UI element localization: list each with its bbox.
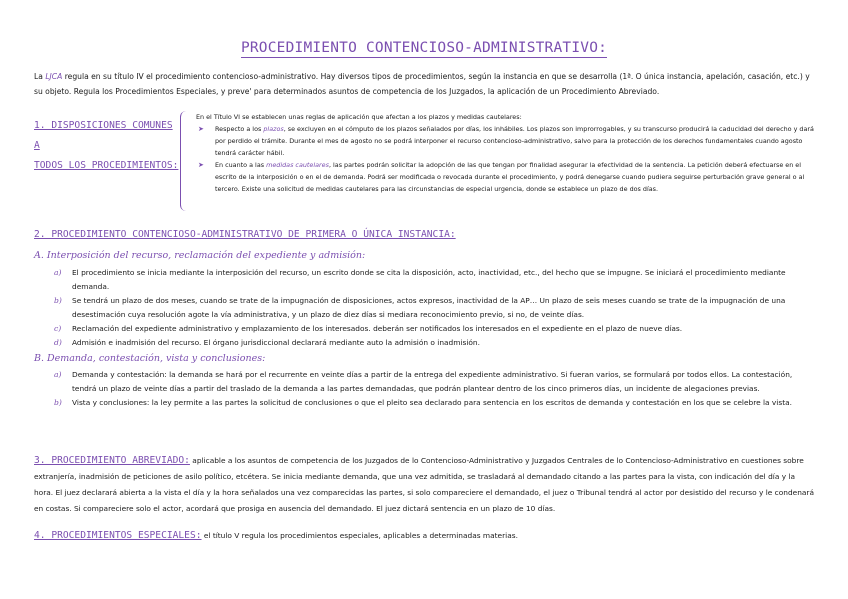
section2-heading: 2. PROCEDIMIENTO CONTENCIOSO-ADMINISTRATIVO DE PRIMERA O ÚNICA INSTANCIA:	[34, 229, 456, 240]
list-item	[196, 159, 816, 195]
subsection-a-heading: A. Interposición del recurso, reclamación del expediente y admisión:	[34, 250, 366, 261]
list-marker: c)	[54, 324, 62, 333]
arrow-bullet-icon: ➤	[198, 125, 204, 133]
list-marker: d)	[54, 338, 62, 347]
section1-lead: En el Título VI se establecen unas reglas de aplicación que afectan a los plazos y medidas cautelares:	[196, 113, 522, 121]
list-item-text: El procedimiento se inicia mediante la interposición del recurso, un escrito donde se cita la disposición, acto, inactividad, etc., del hecho que se impugne. Se iniciará el procedimiento mediante demanda.	[72, 268, 786, 291]
section1-heading-line1: 1. DISPOSICIONES COMUNES A	[34, 120, 173, 151]
section1-heading-line2: TODOS LOS PROCEDIMIENTOS:	[34, 160, 179, 171]
item1-pre: Respecto a los	[215, 125, 264, 133]
item2-text: , las partes podrán solicitar la adopción de las que tengan por finalidad asegurar la efectividad de la sentencia. La petición deberá efectuarse en el escrito de la interposición o en el de demanda. Podrá ser modificada o revocada durante el procedimiento, y podrá denegarse cuando pudiera seguirse perturbación grave general o al tercero. Existe una solicitud de medidas cautelares para las circunstancias de especial urgencia, donde se establece un plazo de dos días.	[215, 161, 805, 193]
page-title	[0, 40, 848, 56]
section1-body	[196, 111, 816, 195]
list-marker: a)	[54, 370, 62, 379]
list-item-text: Se tendrá un plazo de dos meses, cuando se trate de la impugnación de disposiciones, actos expresos, inactividad de la AP… Un plazo de seis meses cuando se trate de la impugnación de una desestimación cuya resolución agote la vía administrativa, y un plazo de diez días si mediara reconocimiento previo, si no, de veinte días.	[72, 296, 786, 319]
section4-heading: 4. PROCEDIMIENTOS ESPECIALES:	[34, 530, 202, 541]
plazos-highlight: plazos	[263, 125, 284, 133]
section3-heading: 3. PROCEDIMIENTO ABREVIADO:	[34, 455, 190, 466]
list-item	[54, 368, 814, 396]
brace-divider	[180, 111, 189, 211]
section3	[34, 453, 814, 517]
intro-text: regula en su título IV el procedimiento contencioso-administrativo. Hay diversos tipos de procedimientos, según la instancia en que se desarrolla (1ª. O única instancia, apelación, casación, etc.) y su objeto. Regula los Procedimientos Especiales, y preve' para determinados asuntos de competencia de los Juzgados, la aplicación de un Procedimiento Abreviado.	[34, 72, 810, 96]
list-item-text: Vista y conclusiones: la ley permite a las partes la solicitud de conclusiones o que el pleito sea declarado para sentencia en los escritos de demanda y contestación en los que se celebre la vista.	[72, 398, 792, 407]
item1-text: , se excluyen en el cómputo de los plazos señalados por días, los inhábiles. Los plazos son improrrogables, y su transcurso producirá la caducidad del derecho y dará por perdido el trámite. Durante el mes de agosto no se podrá interponer el recurso contencioso-administrativo, salvo para la protección de los derechos fundamentales cuando agosto tendrá carácter hábil.	[215, 125, 814, 157]
subsection-b-heading: B. Demanda, contestación, vista y conclusiones:	[34, 353, 266, 364]
arrow-bullet-icon: ➤	[198, 161, 204, 169]
list-item-text: Admisión e inadmisión del recurso. El órgano jurisdiccional declarará mediante auto la admisión o inadmisión.	[72, 338, 480, 347]
item2-pre: En cuanto a las	[215, 161, 267, 169]
section4-text: el título V regula los procedimientos especiales, aplicables a determinadas materias.	[201, 531, 518, 540]
section4	[34, 528, 814, 544]
list-item	[196, 123, 816, 159]
page-title-text: PROCEDIMIENTO CONTENCIOSO-ADMINISTRATIVO:	[240, 40, 608, 56]
subsection-b-list	[54, 368, 814, 410]
subsection-a-list	[54, 266, 814, 350]
list-marker: b)	[54, 398, 62, 407]
list-item-text: Demanda y contestación: la demanda se hará por el recurrente en veinte días a partir de la entrega del expediente administrativo. Si fueran varios, se formulará por todos ellos. La contestación, tendrá un plazo de veinte días a partir del traslado de la demanda a las partes demandadas, que podrán plantear dentro de los cinco primeros días, un incidente de alegaciones previas.	[72, 370, 793, 393]
intro-pre: La	[34, 72, 46, 81]
list-item	[54, 336, 814, 350]
intro-paragraph	[34, 69, 814, 99]
list-item	[54, 266, 814, 294]
list-item	[54, 322, 814, 336]
list-item	[54, 294, 814, 322]
medidas-highlight: medidas cautelares	[266, 161, 329, 169]
section1-heading	[34, 116, 179, 176]
list-item-text: Reclamación del expediente administrativo y emplazamiento de los interesados. deberán ser notificados los interesados en el expediente en el plazo de nueve días.	[72, 324, 683, 333]
list-marker: b)	[54, 296, 62, 305]
section3-text: aplicable a los asuntos de competencia de los Juzgados de lo Contencioso-Administrativo y Juzgados Centrales de lo Contencioso-Administrativo en cuestiones sobre extranjería, inadmisión de peticiones de asilo político, etcétera. Se inicia mediante demanda, que una vez admitida, se trasladará al demandado citando a las partes para la vista, con indicación del día y la hora. El juez declarará abierta a la vista el día y la hora señalados una vez comparecidas las partes, si solo compareciere el demandado, el juez o Tribunal tendrá al actor por desistido del recurso y le condenará en costas. Si compareciere solo el actor, acordará que prosiga en ausencia del demandado. El juez dictará sentencia en un plazo de 10 días.	[34, 456, 814, 513]
list-item	[54, 396, 814, 410]
list-marker: a)	[54, 268, 62, 277]
ljca-highlight: LJCA	[45, 72, 63, 81]
